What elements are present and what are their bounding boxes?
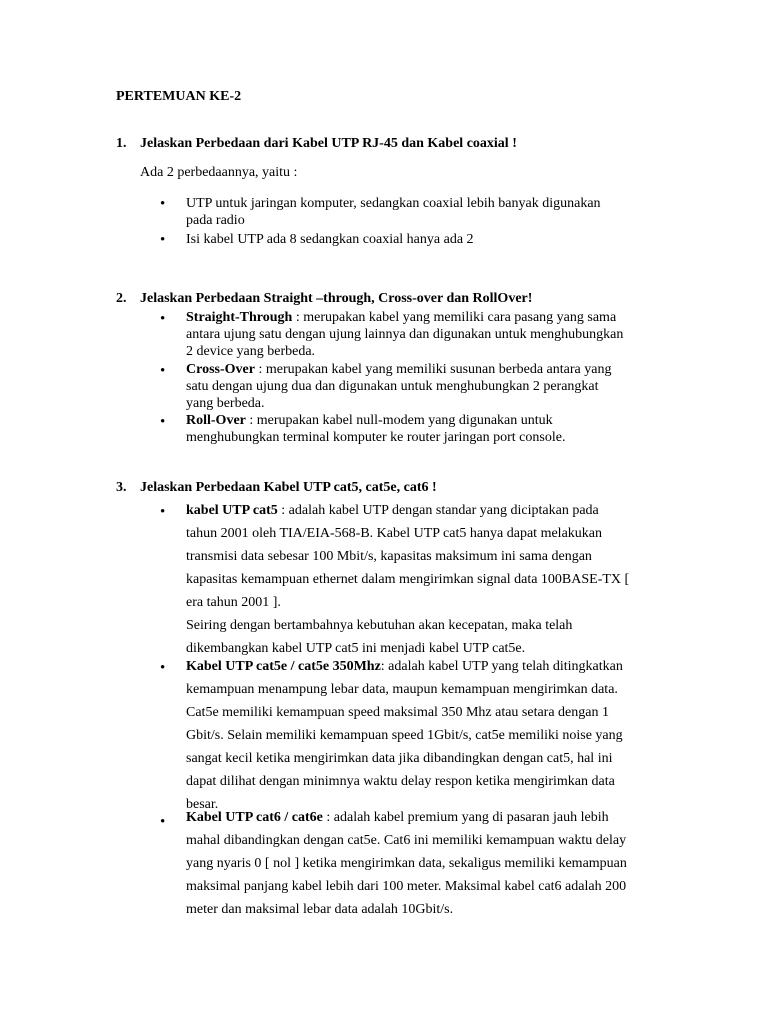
list-item-line: Seiring dengan bertambahnya kebutuhan akan kecepatan, maka telah: [186, 618, 573, 633]
question-2-number: 2.: [116, 291, 127, 306]
term-cat6: Kabel UTP cat6 / cat6e: [186, 810, 323, 825]
list-item-line: Cat5e memiliki kemampuan speed maksimal 350 Mhz atau setara dengan 1: [186, 705, 609, 720]
question-3-text: Jelaskan Perbedaan Kabel UTP cat5, cat5e, cat6 !: [140, 480, 437, 495]
list-item: [186, 806, 627, 921]
definition-text: : adalah kabel UTP dengan standar yang diciptakan pada: [277, 503, 599, 518]
list-item: [186, 195, 601, 229]
page-title: PERTEMUAN KE-2: [116, 89, 242, 104]
list-item-line: menghubungkan terminal komputer ke router jaringan port console.: [186, 430, 566, 445]
bullet-icon: •: [160, 363, 166, 379]
list-item-line: meter dan maksimal lebar data adalah 10Gbit/s.: [186, 902, 454, 917]
question-1-text: Jelaskan Perbedaan dari Kabel UTP RJ-45 dan Kabel coaxial !: [140, 136, 517, 151]
bullet-icon: •: [160, 311, 166, 327]
term-cat5: kabel UTP cat5: [186, 503, 278, 518]
list-item: [186, 412, 565, 446]
list-item-line: transmisi data sebesar 100 Mbit/s, kapasitas maksimum ini sama dengan: [186, 549, 592, 564]
list-item-line: kemampuan menampung lebar data, maupun kemampuan mengirimkan data.: [186, 682, 618, 697]
definition-text: : merupakan kabel yang memiliki cara pasang yang sama: [292, 310, 617, 325]
term-straight-through: Straight-Through: [186, 310, 293, 325]
term-cross-over: Cross-Over: [186, 362, 255, 377]
list-item-line: Isi kabel UTP ada 8 sedangkan coaxial hanya ada 2: [186, 232, 474, 247]
list-item-line: Gbit/s. Selain memiliki kemampuan speed 1Gbit/s, cat5e memiliki noise yang: [186, 728, 623, 743]
definition-text: : adalah kabel premium yang di pasaran jauh lebih: [322, 810, 609, 825]
bullet-icon: •: [160, 660, 166, 676]
list-item-line: 2 device yang berbeda.: [186, 344, 316, 359]
question-1-intro: Ada 2 perbedaannya, yaitu :: [140, 165, 298, 180]
list-item-line: maksimal panjang kabel lebih dari 100 meter. Maksimal kabel cat6 adalah 200: [186, 879, 627, 894]
list-item-line: satu dengan ujung dua dan digunakan untuk menghubungkan 2 perangkat: [186, 379, 599, 394]
list-item-line: era tahun 2001 ].: [186, 595, 281, 610]
list-item-line: antara ujung satu dengan ujung lainnya dan digunakan untuk menghubungkan: [186, 327, 624, 342]
term-cat5e: Kabel UTP cat5e / cat5e 350Mhz: [186, 659, 381, 674]
list-item-line: dapat dilihat dengan minimnya waktu delay respon ketika mengirimkan data: [186, 774, 615, 789]
definition-text: : merupakan kabel null-modem yang digunakan untuk: [245, 413, 553, 428]
definition-text: : merupakan kabel yang memiliki susunan berbeda antara yang: [254, 362, 612, 377]
list-item: [186, 499, 629, 660]
question-2-text: Jelaskan Perbedaan Straight –through, Cross-over dan RollOver!: [140, 291, 533, 306]
list-item-line: UTP untuk jaringan komputer, sedangkan coaxial lebih banyak digunakan: [186, 196, 601, 211]
list-item-line: tahun 2001 oleh TIA/EIA-568-B. Kabel UTP cat5 hanya dapat melakukan: [186, 526, 602, 541]
bullet-icon: •: [160, 504, 166, 520]
list-item: [186, 309, 623, 360]
bullet-icon: •: [160, 196, 166, 212]
list-item-line: pada radio: [186, 213, 245, 228]
bullet-icon: •: [160, 232, 166, 248]
question-3-number: 3.: [116, 480, 127, 495]
list-item-line: yang berbeda.: [186, 396, 265, 411]
list-item: [186, 655, 623, 816]
list-item-line: kapasitas kemampuan ethernet dalam mengirimkan signal data 100BASE-TX [: [186, 572, 630, 587]
list-item-line: dikembangkan kabel UTP cat5 ini menjadi kabel UTP cat5e.: [186, 641, 526, 656]
definition-text: : adalah kabel UTP yang telah ditingkatkan: [380, 659, 623, 674]
list-item: [186, 361, 611, 412]
bullet-icon: •: [160, 814, 166, 830]
list-item-line: sangat kecil ketika mengirimkan data jika dibandingkan dengan cat5, hal ini: [186, 751, 613, 766]
list-item: [186, 231, 474, 248]
list-item-line: mahal dibandingkan dengan cat5e. Cat6 ini memiliki kemampuan waktu delay: [186, 833, 627, 848]
question-1-number: 1.: [116, 136, 127, 151]
term-roll-over: Roll-Over: [186, 413, 246, 428]
bullet-icon: •: [160, 414, 166, 430]
list-item-line: besar.: [186, 797, 219, 812]
list-item-line: yang nyaris 0 [ nol ] ketika mengirimkan data, sekaligus memiliki kemampuan: [186, 856, 627, 871]
